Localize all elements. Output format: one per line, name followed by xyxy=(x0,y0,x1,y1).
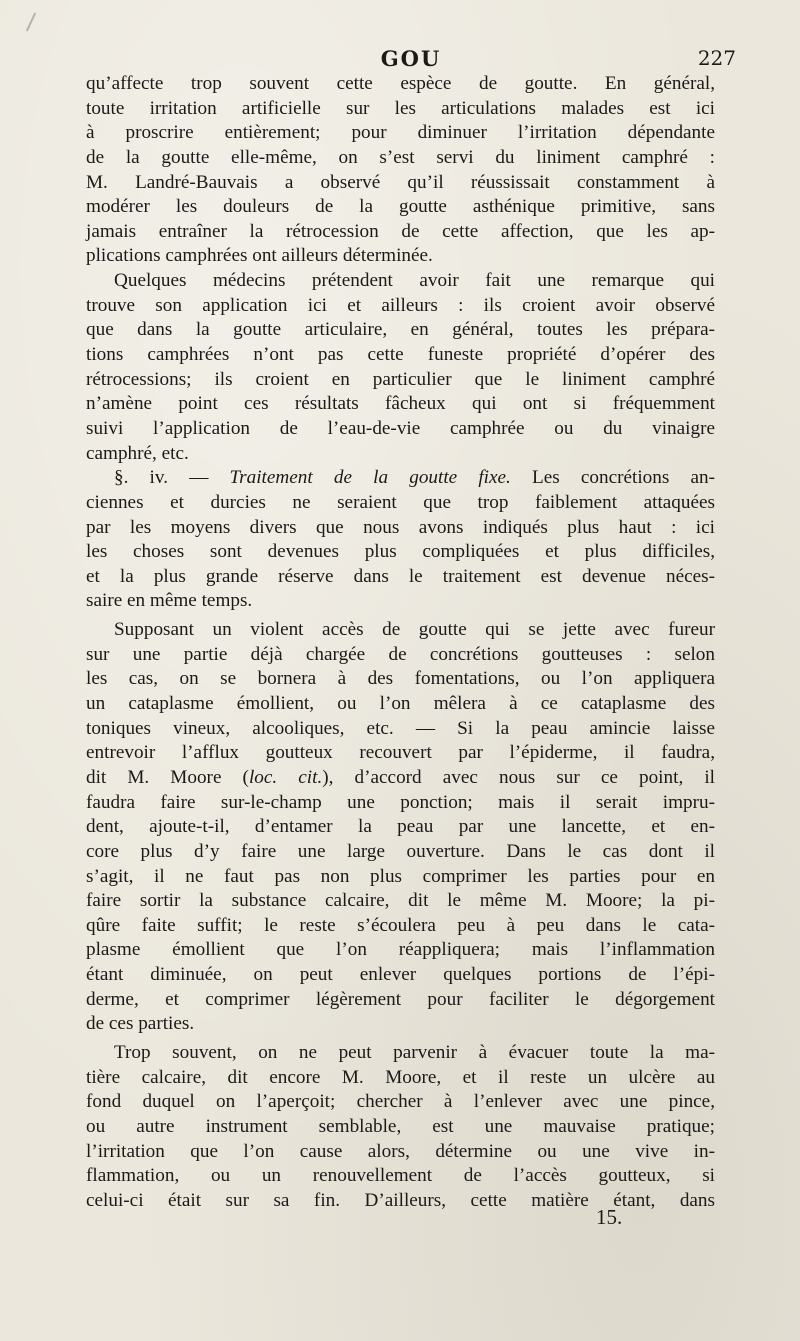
body-text xyxy=(86,72,715,1213)
page-number: 227 xyxy=(697,46,736,70)
signature-mark: 15. xyxy=(596,1205,623,1229)
text-line: de ces parties. xyxy=(86,1013,195,1035)
text-line: qu’affecte trop souvent cette espèce de goutte. En général, xyxy=(86,73,715,94)
text-line: suivi l’application de l’eau-de-vie camphrée ou du vinaigre xyxy=(86,417,715,439)
text-line: tions camphrées n’ont pas cette funeste propriété d’opérer des xyxy=(86,344,715,366)
text-line: et la plus grande réserve dans le traitement est devenue néces- xyxy=(86,565,715,587)
text-line: flammation, ou un renouvellement de l’accès goutteux, si xyxy=(86,1165,715,1187)
text-line: fond duquel on l’aperçoit; chercher à l’enlever avec une pince, xyxy=(86,1091,715,1113)
section-line-rest: Les concrétions an- xyxy=(510,467,715,489)
text-line: de la goutte elle-même, on s’est servi du liniment camphré : xyxy=(86,146,715,168)
text-line: étant diminuée, on peut enlever quelques portions de l’épi- xyxy=(86,964,715,986)
text-line: derme, et comprimer légèrement pour faciliter le dégorgement xyxy=(86,988,715,1010)
text-line: saire en même temps. xyxy=(86,590,253,612)
paragraph-4 xyxy=(86,618,715,1037)
text-line: plasme émollient que l’on réappliquera; mais l’inflammation xyxy=(86,939,715,961)
text-line: par les moyens divers que nous avons indiqués plus haut : ici xyxy=(86,516,715,538)
text-line: à proscrire entièrement; pour diminuer l’irritation dépendante xyxy=(86,122,715,144)
text-line: tière calcaire, dit encore M. Moore, et il reste un ulcère au xyxy=(86,1066,715,1088)
text-line: Supposant un violent accès de goutte qui se jette avec fureur xyxy=(114,619,715,641)
text-line: toute irritation artificielle sur les articulations malades est ici xyxy=(86,97,715,119)
text-line: les choses sont devenues plus compliquées et plus difficiles, xyxy=(86,541,715,563)
text-line: M. Landré-Bauvais a observé qu’il réussissait constamment à xyxy=(86,171,715,193)
text-line: l’irritation que l’on cause alors, détermine ou une vive in- xyxy=(86,1140,715,1162)
section-heading-line xyxy=(86,466,715,491)
text-line: rétrocessions; ils croient en particulier que le liniment camphré xyxy=(86,368,715,390)
citation-post: ), d’accord avec nous sur ce point, il xyxy=(322,766,715,788)
margin-mark xyxy=(26,13,36,32)
text-line: Quelques médecins prétendent avoir fait une remarque qui xyxy=(114,270,715,292)
paragraph-2 xyxy=(86,269,715,466)
text-line: jamais entraîner la rétrocession de cette affection, que les ap- xyxy=(86,220,715,242)
text-line: dent, ajoute-t-il, d’entamer la peau par une lancette, et en- xyxy=(86,816,715,838)
paragraph-1 xyxy=(86,72,715,269)
text-line: ciennes et durcies ne seraient que trop faiblement attaquées xyxy=(86,491,715,513)
paragraph-5 xyxy=(86,1041,715,1213)
citation-pre: dit M. Moore ( xyxy=(86,766,249,788)
text-line: un cataplasme émollient, ou l’on mêlera à ce cataplasme des xyxy=(86,693,715,715)
section-paragraph xyxy=(86,466,715,614)
text-line: trouve son application ici et ailleurs : ils croient avoir observé xyxy=(86,294,715,316)
text-line: celui-ci était sur sa fin. D’ailleurs, cette matière étant, dans xyxy=(86,1189,715,1211)
text-line: faire sortir la substance calcaire, dit le même M. Moore; la pi- xyxy=(86,890,715,912)
text-line: Trop souvent, on ne peut parvenir à évacuer toute la ma- xyxy=(114,1041,715,1063)
citation-ref: loc. cit. xyxy=(248,766,323,788)
text-line: entrevoir l’afflux goutteux recouvert par l’épiderme, il faudra, xyxy=(86,742,715,764)
text-line: core plus d’y faire une large ouverture. Dans le cas dont il xyxy=(86,840,715,862)
text-line: sur une partie déjà chargée de concrétions goutteuses : selon xyxy=(86,643,715,665)
text-line: camphré, etc. xyxy=(86,442,189,464)
text-line: qûre faite suffit; le reste s’écoulera peu à peu dans le cata- xyxy=(86,914,715,936)
text-line: n’amène point ces résultats fâcheux qui ont si fréquemment xyxy=(86,393,715,415)
section-mark: §. iv. — xyxy=(114,467,230,489)
citation-line xyxy=(86,766,715,791)
text-line: modérer les douleurs de la goutte asthénique primitive, sans xyxy=(86,196,715,218)
text-line: toniques vineux, alcooliques, etc. — Si la peau amincie laisse xyxy=(86,717,715,739)
text-line: plications camphrées ont ailleurs déterminée. xyxy=(86,245,433,267)
text-line: que dans la goutte articulaire, en général, toutes les prépara- xyxy=(86,319,715,341)
text-line: faudra faire sur-le-champ une ponction; mais il serait impru- xyxy=(86,791,715,813)
text-line: s’agit, il ne faut pas non plus comprimer les parties pour en xyxy=(86,865,715,887)
section-title: Traitement de la goutte fixe. xyxy=(229,467,511,489)
text-line: les cas, on se bornera à des fomentations, ou l’on appliquera xyxy=(86,668,715,690)
text-line: ou autre instrument semblable, est une mauvaise pratique; xyxy=(86,1115,715,1137)
running-head: GOU xyxy=(380,46,442,71)
